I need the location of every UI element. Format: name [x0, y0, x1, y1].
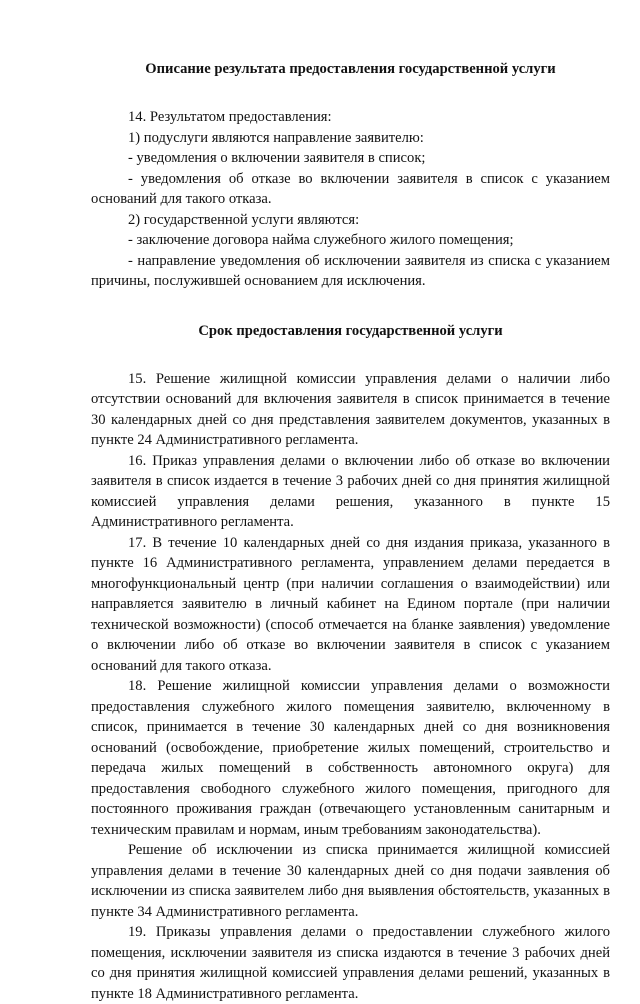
section-term-body: [91, 369, 610, 1004]
list-item: - уведомления о включении заявителя в список;: [91, 148, 610, 169]
paragraph: 17. В течение 10 календарных дней со дня издания приказа, указанного в пункте 16 Административного регламента, управлением делами передается в многофункциональный центр (при наличии соглашения о взаимодействии) или направляется заявителю в личный кабинет на Едином портале (при наличии технической возможности) (способ отмечается на бланке заявления) уведомление о включении либо об отказе во включении заявителя в список с указанием оснований для такого отказа.: [91, 533, 610, 677]
paragraph: 16. Приказ управления делами о включении либо об отказе во включении заявителя в список издается в течение 3 рабочих дней со дня принятия жилищной комиссией управления делами решения, указанного в пункте 15 Административного регламента.: [91, 451, 610, 533]
paragraph: 2) государственной услуги являются:: [91, 210, 610, 231]
section-heading-term: Срок предоставления государственной услуги: [91, 322, 610, 341]
paragraph: 18. Решение жилищной комиссии управления делами о возможности предоставления служебного жилого помещения заявителю, включенному в список, принимается в течение 30 календарных дней со дня возникновения оснований (освобождение, приобретение жилых помещений, строительство и передача жилых помещений в собственность автономного округа) для предоставления свободного служебного жилого помещения, пригодного для постоянного проживания граждан (отвечающего установленным санитарным и техническим правилам и нормам, иным требованиям законодательства).: [91, 676, 610, 840]
section-heading-result: Описание результата предоставления государственной услуги: [91, 60, 610, 79]
paragraph: Решение об исключении из списка принимается жилищной комиссией управления делами в течение 30 календарных дней со дня подачи заявления об исключении из списка заявителем либо дня выявления обстоятельств, указанных в пункте 34 Административного регламента.: [91, 840, 610, 922]
section-result-body: [91, 107, 610, 292]
paragraph: 14. Результатом предоставления:: [91, 107, 610, 128]
paragraph: 15. Решение жилищной комиссии управления делами о наличии либо отсутствии оснований для включения заявителя в список принимается в течение 30 календарных дней со дня представления заявителем документов, указанных в пункте 24 Административного регламента.: [91, 369, 610, 451]
list-item: - уведомления об отказе во включении заявителя в список с указанием оснований для такого отказа.: [91, 169, 610, 210]
paragraph: 19. Приказы управления делами о предоставлении служебного жилого помещения, исключении заявителя из списка издаются в течение 3 рабочих дней со дня принятия жилищной комиссией управления делами решений, указанных в пункте 18 Административного регламента.: [91, 922, 610, 1004]
list-item: - направление уведомления об исключении заявителя из списка с указанием причины, послужившей основанием для исключения.: [91, 251, 610, 292]
paragraph: 1) подуслуги являются направление заявителю:: [91, 128, 610, 149]
list-item: - заключение договора найма служебного жилого помещения;: [91, 230, 610, 251]
